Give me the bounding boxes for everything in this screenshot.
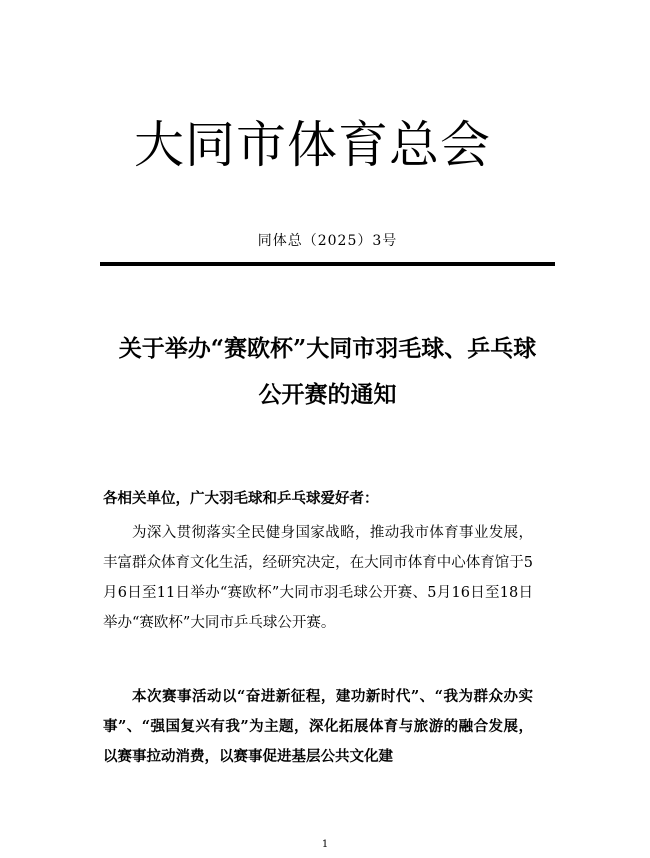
organization-title: 大同市体育总会 <box>134 116 491 174</box>
body-paragraph-2: 本次赛事活动以“奋进新征程，建功新时代”、“我为群众办实事”、“强国复兴有我”为主题，深化拓展体育与旅游的融合发展，以赛事拉动消费，以赛事促进基层公共文化建 <box>103 688 533 765</box>
header-divider <box>100 262 555 266</box>
document-number: 同体总（2025）3号 <box>257 233 398 249</box>
notice-title-line2: 公开赛的通知 <box>258 381 397 408</box>
page-number: 1 <box>321 839 329 850</box>
salutation: 各相关单位，广大羽毛球和乒乓球爱好者： <box>103 490 379 507</box>
notice-title-line1: 关于举办“赛欧杯”大同市羽毛球、乒乓球 <box>118 335 537 362</box>
body-paragraph-1: 为深入贯彻落实全民健身国家战略，推动我市体育事业发展，丰富群众体育文化生活，经研究决定，在大同市体育中心体育馆于5月6日至11日举办“赛欧杯”大同市羽毛球公开赛、5月16日至18日举办“赛欧杯”大同市乒乓球公开赛。 <box>103 525 533 631</box>
